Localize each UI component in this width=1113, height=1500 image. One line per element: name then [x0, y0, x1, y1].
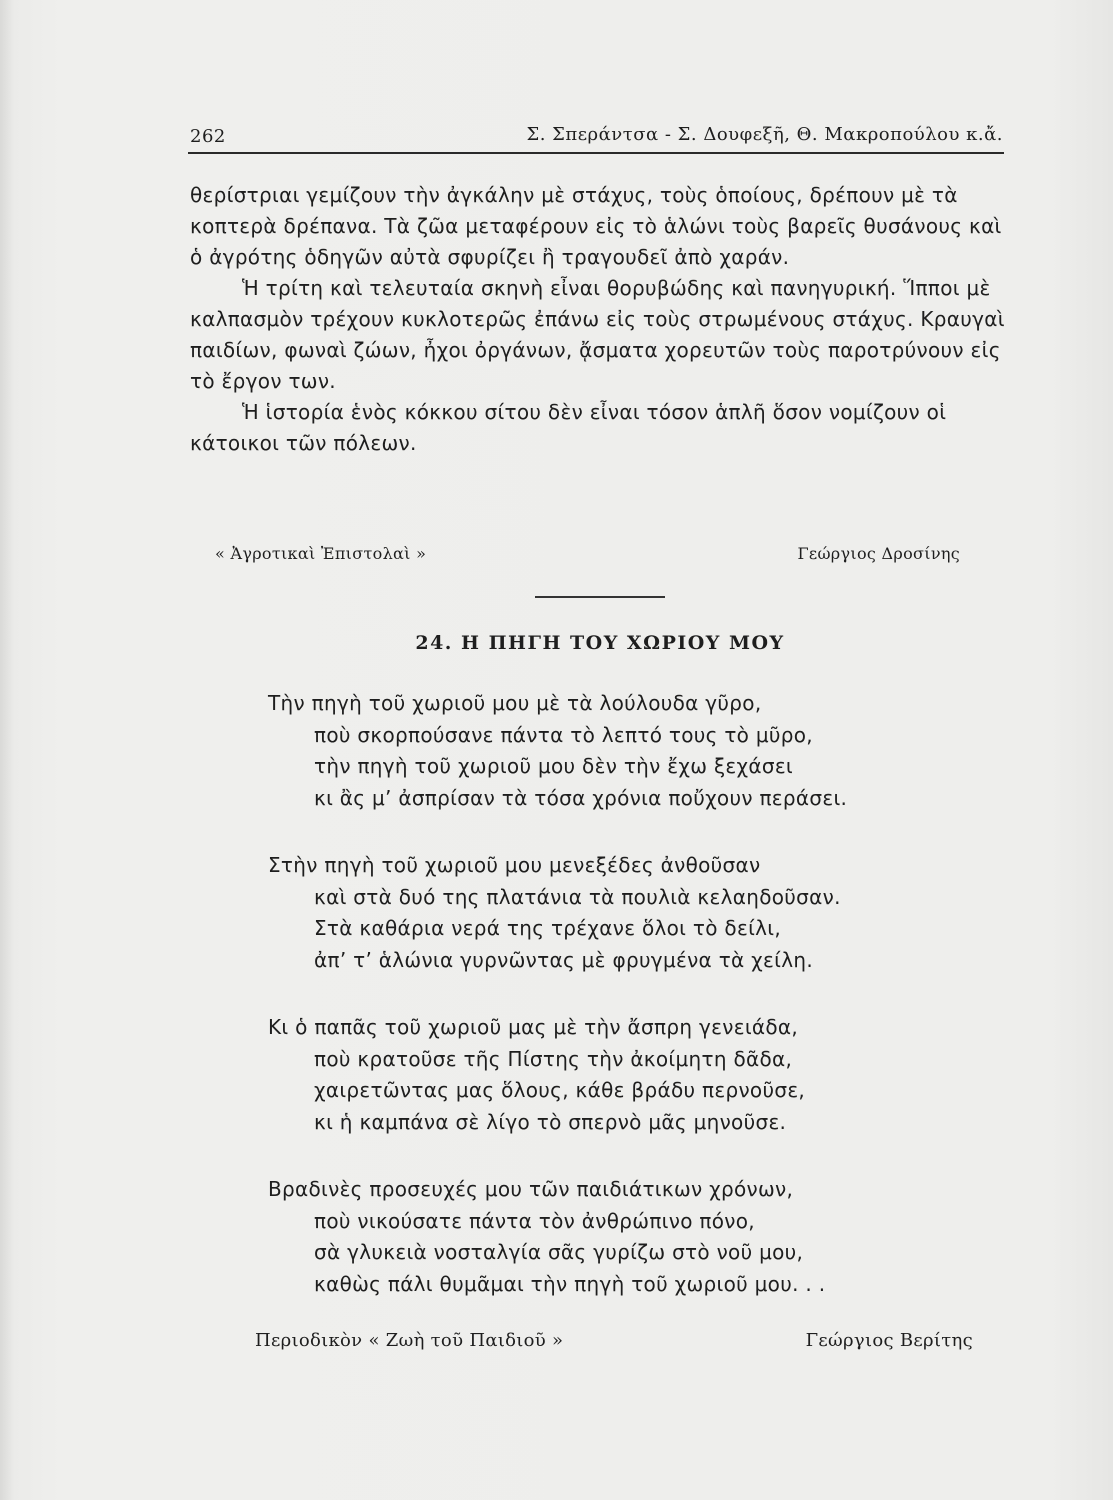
poem-line: κι ἡ καμπάνα σὲ λίγο τὸ σπερνὸ μᾶς μηνοῦσε. — [314, 1109, 787, 1134]
poem-line: σὰ γλυκειὰ νοσταλγία σᾶς γυρίζω στὸ νοῦ μου, — [314, 1240, 804, 1264]
poem-line: κι ἂς μ’ ἀσπρίσαν τὰ τόσα χρόνια ποὔχουν περάσει. — [314, 785, 848, 810]
prose-attribution — [215, 544, 960, 563]
prose-paragraph: θερίστριαι γεμίζουν τὴν ἀγκάλην μὲ στάχυς, τοὺς ὁποίους, δρέπουν μὲ τὰ κοπτερὰ δρέπανα. Τὰ ζῶα μεταφέρουν εἰς τὸ ἁλώνι τοὺς βαρεῖς θυσάνους καὶ ὁ ἀγρότης ὁδηγῶν αὐτὰ σφυρίζει ἢ τραγουδεῖ ἀπὸ χαράν. — [190, 183, 1002, 269]
poem-line: καὶ στὰ δυό της πλατάνια τὰ πουλιὰ κελαηδοῦσαν. — [314, 884, 841, 909]
poem-line: ἀπ’ τ’ ἁλώνια γυρνῶντας μὲ φρυγμένα τὰ χείλη. — [314, 947, 813, 972]
poem-line: ποὺ κρατοῦσε τῆς Πίστης τὴν ἀκοίμητη δᾶδα, — [314, 1046, 793, 1071]
poem-line: ποὺ νικούσατε πάντα τὸν ἀνθρώπινο πόνο, — [314, 1208, 755, 1233]
prose-section — [190, 180, 1006, 459]
poem — [268, 688, 1008, 1300]
poem-line: Βραδινὲς προσευχές μου τῶν παιδιάτικων χρόνων, — [268, 1177, 794, 1201]
poem-author: Γεώργιος Βερίτης — [805, 1330, 973, 1351]
poem-line: χαιρετῶντας μας ὅλους, κάθε βράδυ περνοῦσε, — [314, 1078, 806, 1102]
poem-line: Κι ὁ παπᾶς τοῦ χωριοῦ μας μὲ τὴν ἄσπρη γενειάδα, — [268, 1015, 799, 1039]
prose-source: « Ἀγροτικαὶ Ἐπιστολαὶ » — [215, 544, 427, 563]
poem-line: Στὴν πηγὴ τοῦ χωριοῦ μου μενεξέδες ἀνθοῦσαν — [268, 853, 761, 877]
prose-paragraph: Ἡ ἱστορία ἑνὸς κόκκου σίτου δὲν εἶναι τόσον ἁπλῆ ὅσον νομίζουν οἱ κάτοικοι τῶν πόλεων. — [190, 400, 947, 455]
running-head: Σ. Σπεράντσα - Σ. Δουφεξῆ, Θ. Μακροπούλου κ.ἄ. — [526, 124, 1003, 145]
prose-paragraph: Ἡ τρίτη καὶ τελευταία σκηνὴ εἶναι θορυβώδης καὶ πανηγυρική. Ἵπποι μὲ καλπασμὸν τρέχουν κυκλοτερῶς ἐπάνω εἰς τοὺς στρωμένους στάχυς. Κραυγαὶ παιδίων, φωναὶ ζώων, ἦχοι ὀργάνων, ᾄσματα χορευτῶν τοὺς παροτρύνουν εἰς τὸ ἔργον των. — [190, 276, 1005, 393]
poem-line: τὴν πηγὴ τοῦ χωριοῦ μου δὲν τὴν ἔχω ξεχάσει — [314, 754, 794, 778]
poem-source: Περιοδικὸν « Ζωὴ τοῦ Παιδιοῦ » — [255, 1330, 564, 1351]
section-divider — [535, 596, 665, 598]
poem-line: καθὼς πάλι θυμᾶμαι τὴν πηγὴ τοῦ χωριοῦ μου. . . — [314, 1271, 826, 1296]
poem-stanza — [268, 1174, 1008, 1300]
prose-author: Γεώργιος Δροσίνης — [797, 544, 960, 563]
page-number: 262 — [190, 126, 226, 147]
poem-stanza — [268, 1012, 1008, 1138]
poem-stanza — [268, 688, 1008, 814]
header-rule — [188, 152, 1004, 154]
poem-line: Στὰ καθάρια νερά της τρέχανε ὅλοι τὸ δείλι, — [314, 916, 782, 940]
poem-line: ποὺ σκορπούσανε πάντα τὸ λεπτό τους τὸ μῦρο, — [314, 722, 813, 747]
poem-stanza — [268, 850, 1008, 976]
poem-attribution — [255, 1330, 973, 1351]
poem-line: Τὴν πηγὴ τοῦ χωριοῦ μου μὲ τὰ λούλουδα γῦρο, — [268, 691, 762, 715]
section-title: 24. Η ΠΗΓΗ ΤΟΥ ΧΩΡΙΟΥ ΜΟΥ — [415, 632, 785, 654]
